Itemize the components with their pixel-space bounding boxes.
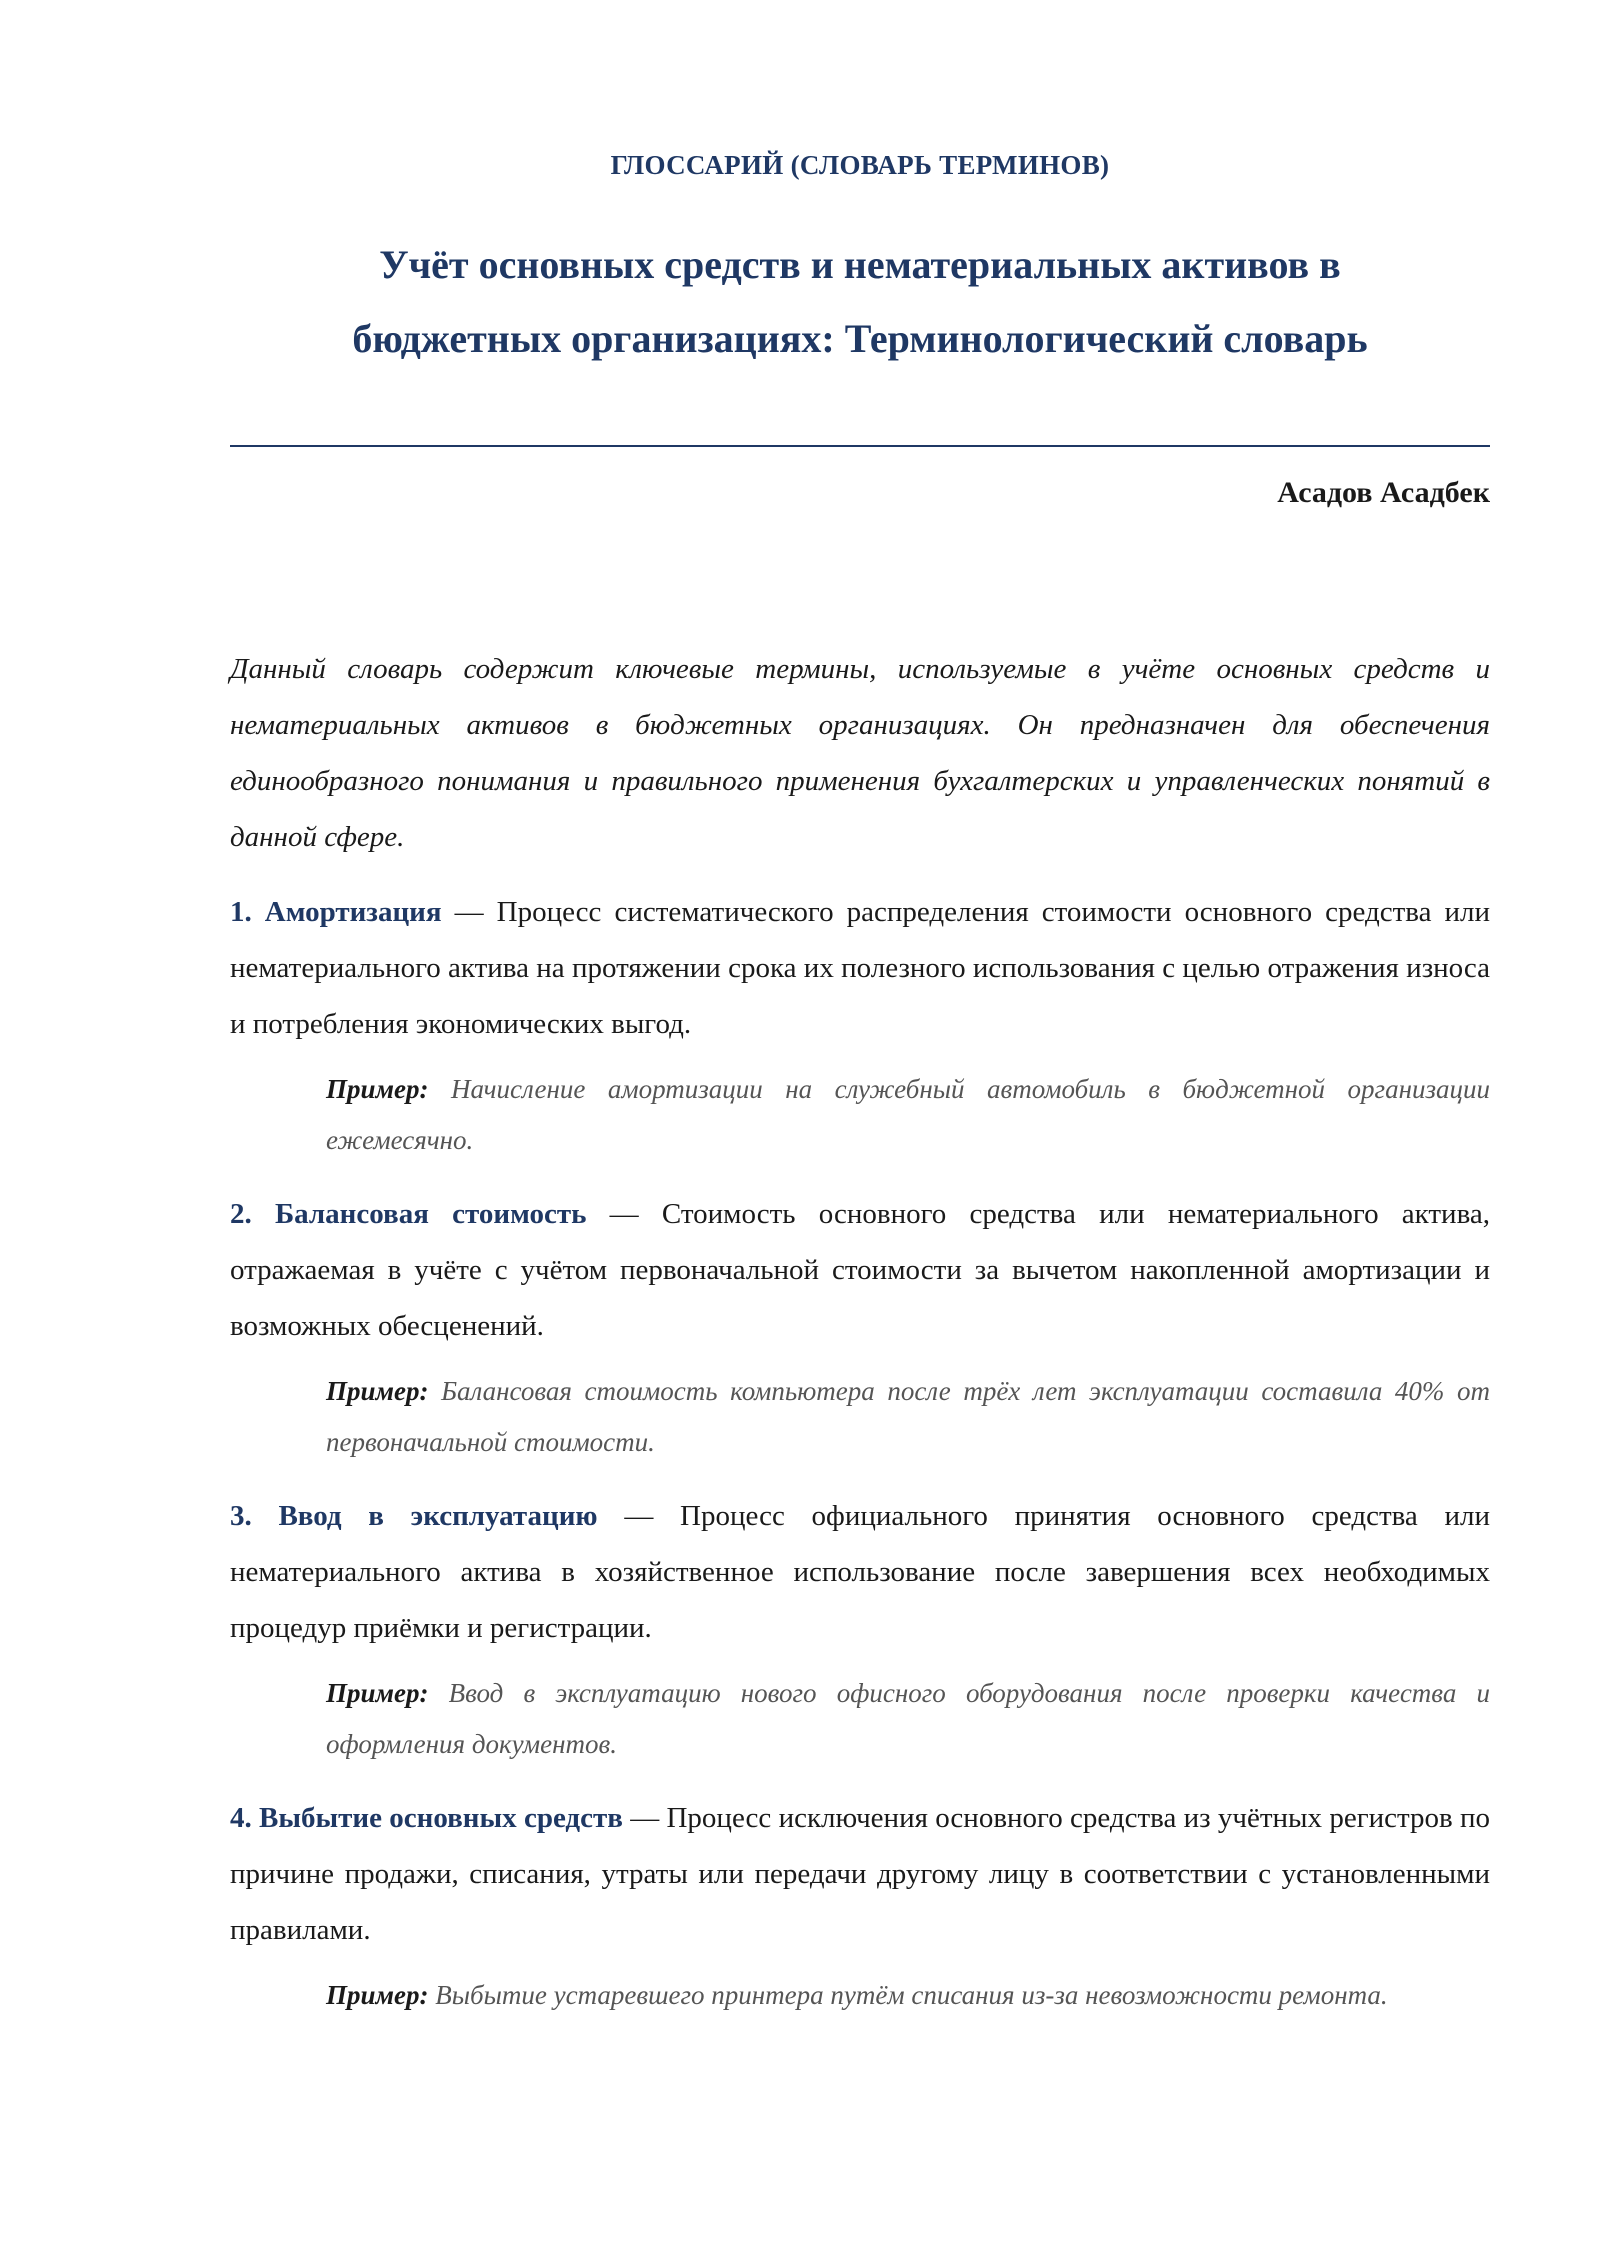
entry-definition-text: Процесс исключения основного средства из учётных регистров по причине продажи, списания, утраты или передачи другому лицу в соответствии с установленными правилами. bbox=[230, 1802, 1491, 1946]
author-name: Асадов Асадбек bbox=[1277, 476, 1490, 509]
entry-separator: — bbox=[454, 896, 484, 928]
entry-example bbox=[326, 1668, 1490, 1770]
glossary-entry bbox=[230, 1488, 1490, 1770]
entry-definition-text: Процесс систематического распределения стоимости основного средства или нематериального актива на протяжении срока их полезного использования с целью отражения износа и потребления экономических выгод. bbox=[230, 896, 1490, 1040]
glossary-list bbox=[230, 884, 1490, 2041]
entry-example bbox=[326, 1366, 1490, 1468]
entry-term: 3. Ввод в эксплуатацию bbox=[230, 1500, 598, 1532]
entry-definition bbox=[230, 884, 1490, 1052]
intro-paragraph: Данный словарь содержит ключевые термины, используемые в учёте основных средств и нематериальных активов в бюджетных организациях. Он предназначен для обеспечения единообразного понимания и правильного применения бухгалтерских и управленческих понятий в данной сфере. bbox=[230, 653, 1490, 853]
example-text: Начисление амортизации на служебный автомобиль в бюджетной организации ежемесячно. bbox=[326, 1074, 1490, 1155]
entry-definition bbox=[230, 1186, 1490, 1354]
example-text: Выбытие устаревшего принтера путём списания из-за невозможности ремонта. bbox=[435, 1980, 1388, 2010]
glossary-entry bbox=[230, 884, 1490, 1166]
example-text: Ввод в эксплуатацию нового офисного оборудования после проверки качества и оформления документов. bbox=[326, 1678, 1490, 1759]
example-label: Пример: bbox=[326, 1376, 429, 1406]
entry-separator: — bbox=[609, 1198, 639, 1230]
entry-example bbox=[326, 1064, 1490, 1166]
title-line-2: бюджетных организациях: Терминологический словарь bbox=[352, 316, 1368, 361]
entry-example bbox=[326, 1970, 1490, 2021]
title-divider bbox=[230, 445, 1490, 447]
entry-separator: — bbox=[630, 1802, 660, 1834]
example-text: Балансовая стоимость компьютера после трёх лет эксплуатации составила 40% от первоначальной стоимости. bbox=[326, 1376, 1491, 1457]
glossary-entry bbox=[230, 1186, 1490, 1468]
document-kicker: ГЛОССАРИЙ (СЛОВАРЬ ТЕРМИНОВ) bbox=[610, 150, 1110, 180]
entry-term: 4. Выбытие основных средств bbox=[230, 1802, 623, 1834]
example-label: Пример: bbox=[326, 1980, 429, 2010]
entry-separator: — bbox=[624, 1500, 654, 1532]
title-line-1: Учёт основных средств и нематериальных активов в bbox=[379, 242, 1341, 287]
document-title bbox=[230, 228, 1490, 376]
example-label: Пример: bbox=[326, 1678, 429, 1708]
entry-definition bbox=[230, 1488, 1490, 1656]
entry-definition-text: Процесс официального принятия основного средства или нематериального актива в хозяйственное использование после завершения всех необходимых процедур приёмки и регистрации. bbox=[230, 1500, 1491, 1644]
example-label: Пример: bbox=[326, 1074, 429, 1104]
entry-definition-text: Стоимость основного средства или нематериального актива, отражаемая в учёте с учётом первоначальной стоимости за вычетом накопленной амортизации и возможных обесценений. bbox=[230, 1198, 1491, 1342]
entry-term: 1. Амортизация bbox=[230, 896, 442, 928]
glossary-entry bbox=[230, 1790, 1490, 2021]
entry-term: 2. Балансовая стоимость bbox=[230, 1198, 587, 1230]
entry-definition bbox=[230, 1790, 1490, 1958]
